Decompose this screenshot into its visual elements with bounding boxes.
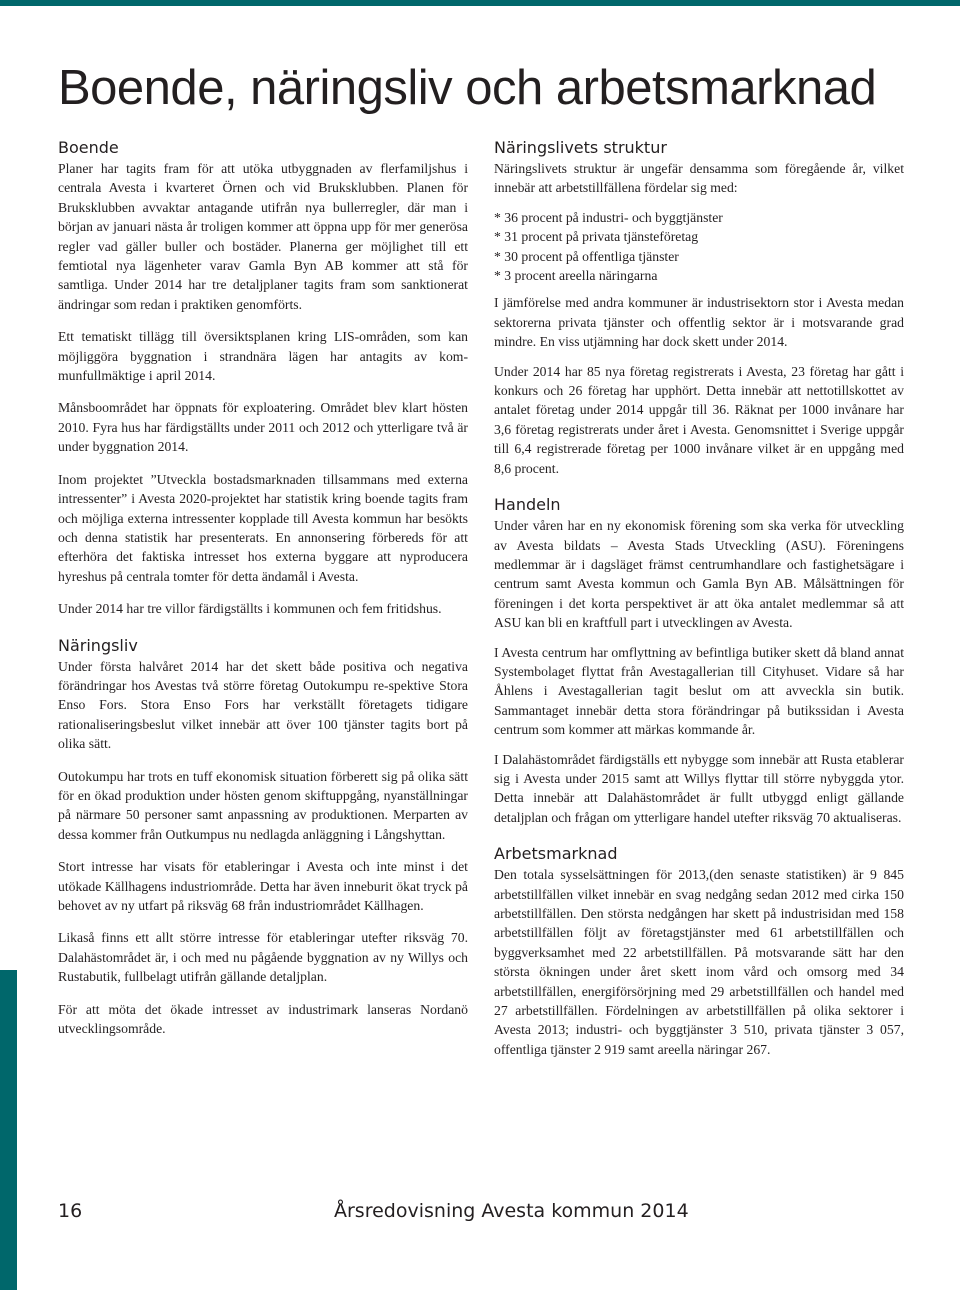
- page-number: 16: [58, 1200, 83, 1222]
- paragraph: Outokumpu har trots en tuff ekonomisk situation förberett sig på olika sätt för en ökad produktion under hösten genom skiftuppgång, nyanställningar på närmare 50 personer samt anpassning av produktionen. Merparten av dessa kommer från Outkumpus nu nedlagda anläggning i Långshyttan.: [58, 768, 468, 842]
- list-item: * 3 procent areella näringarna: [494, 268, 658, 284]
- report-title: Årsredovisning Avesta kommun 2014: [334, 1200, 689, 1222]
- paragraph: Planer har tagits fram för att utöka utbyggnaden av flerfamiljshus i centrala Avesta i kvarteret Örnen och vid Bruksklubben. Planen för Bruksklubben avvaktar antagande utifrån nya bullerregler, där man i början av januari nästa år troligen kommer att öppna upp för mer generösa regler vad gäller buller och bostäder. Planerna ger möjlighet till ett femtiotal nya lägenheter varav Gamla Byn AB kommer att stå för samtliga. Under 2014 har tre detaljplaner tagits fram som sanktionerat ändringar som redan i praktiken genomförts.: [58, 161, 468, 312]
- paragraph: Ett tematiskt tillägg till översiktsplanen kring LIS-områden, som kan möjliggöra byggnation i strandnära lägen har antagits av kommunfullmäktige i april 2014.: [58, 329, 468, 384]
- side-accent-tab: [0, 970, 17, 1290]
- paragraph: I Avesta centrum har omflyttning av befintliga butiker skett då bland annat Systembolaget flyttat från Avestagallerian till Cityhuset. Vidare så har Åhlens i Avestagallerian tagit beslut om att avveckla sin butik. Sammantaget innebär detta stora förändringar på butikssidan i Avesta centrum som kommer att märkas kommande år.: [494, 644, 904, 738]
- section-boende: [58, 137, 468, 619]
- paragraph: Under 2014 har 85 nya företag registrerats i Avesta, 23 företag har gått i konkurs och 26 företag har upphört. Detta innebär att nettotillskottet av antalet företag under 2014 uppgår till 36. Räknat per 1000 invånare har 3,6 företag registrerats under året i Avesta. Genomsnittet i Sverige uppgår till 6,4 registrerade företag per 1000 invånare vilket är en uppgång med 8,6 procent.: [494, 363, 904, 476]
- paragraph: Näringslivets struktur är ungefär densamma som föregående år, vilket innebär att arbetstillfällena fördelar sig med:: [494, 161, 904, 196]
- list-item: * 36 procent på industri- och byggtjänster: [494, 209, 723, 225]
- list-item: * 31 procent på privata tjänsteföretag: [494, 229, 699, 245]
- paragraph: I Dalahästområdet färdigställs ett nybygge som innebär att Rusta etablerar sig i Avesta under 2015 samt att Willys flyttar till större nybyggda ytor. Detta innebär att Dalahästområdet är fullt utbyggd enligt gällande detaljplan och frågan om ytterligare handel utefter riksväg 70 aktualiseras.: [494, 751, 904, 825]
- paragraph: Stort intresse har visats för etableringar i Avesta och inte minst i det utökade Källhagens industriområde. Detta har även inneburit ökat tryck på behovet av ny utfart på riksväg 68 från industriområdet Källhagen.: [58, 859, 468, 913]
- paragraph: Den totala sysselsättningen för 2013,(den senaste statistiken) är 9 845 arbetstillfällen vilket innebär en svag nedgång sedan 2012 med cirka 150 arbetstillfällen. Den största nedgången har skett på industrisidan med 158 arbetstillfällen följt av företagstjänster med 61 arbetstillfällen och byggverksamhet med 22 arbetstillfällen. På motsvarande sätt har den största ökningen under året skett inom vård och omsorg med 34 arbetstillfällen, energiförsörjning med 29 arbetstillfällen och handel med 27 arbetstillfällen. Fördelningen av arbetstillfällen på olika sektorer i Avesta 2013; industri- och byggtjänster 3 510, privata tjänster 3 057, offentliga tjänster 2 919 samt areella näringar 267.: [494, 867, 904, 1057]
- heading-naringsliv: Näringsliv: [58, 635, 138, 655]
- paragraph: För att möta det ökade intresset av industrimark lanseras Nordanö utvecklingsområde.: [58, 1001, 468, 1037]
- section-arbetsmarknad: [494, 843, 904, 1059]
- heading-boende: Boende: [58, 138, 119, 157]
- paragraph: Inom projektet ”Utveckla bostadsmarknaden tillsammans med externa intressenter” i Avesta 2020-projektet har statistik kring boende tagits fram och möjliga externa intressenter kopplade till Avesta kommun har besökts och denna statistik har presenterats. En annonsering förbereds för att efterhöra det faktiska intresset hos externa byggare att nyproducera hyreshus på centrala tomter för detta ändamål i Avesta.: [58, 471, 468, 584]
- heading-handeln: Handeln: [494, 495, 561, 515]
- section-naringsliv: [58, 635, 468, 1039]
- sector-list: [494, 208, 904, 286]
- section-naringslivets-struktur: [494, 137, 904, 478]
- list-item: * 30 procent på offentliga tjänster: [494, 248, 679, 264]
- paragraph: Under 2014 har tre villor färdigställts i kommunen och fem fritidshus.: [58, 601, 442, 617]
- paragraph: I jämförelse med andra kommuner är industrisektorn stor i Avesta medan sektorerna privata tjänster och offentlig sektor är i motsvarande grad mindre. En viss utjämning har dock skett under 2014.: [494, 295, 904, 350]
- page-title: Boende, näringsliv och arbetsmarknad: [58, 61, 877, 115]
- paragraph: Likaså finns ett allt större intresse för etableringar utefter riksväg 70. Dalahästområdet är, i och med nu pågående byggnation av ny Willys och Rustabutik, fullbelagt utifrån gällande detaljplan.: [58, 930, 468, 985]
- paragraph: Månsboområdet har öppnats för exploatering. Området blev klart hösten 2010. Fyra hus har färdigställts under 2011 och 2012 och ytterligare två är under byggnation 2014.: [58, 400, 468, 455]
- left-column: [58, 137, 468, 1051]
- paragraph: Under våren har en ny ekonomisk förening som ska verka för utveckling av Avesta bildats – Avesta Stads Utveckling (ASU). Föreningens medlemmar är i dagsläget främst centrumhandlare och fastighetsägare i centrum samt Avesta kommun och Gamla Byn AB. Målsättningen för föreningen i det korta perspektivet är att öka antalet medlemmar så att ASU kan bli en kraftfull part i utvecklingen av Avesta.: [494, 518, 904, 631]
- heading-naringslivets-struktur: Näringslivets struktur: [494, 138, 667, 157]
- heading-arbetsmarknad: Arbetsmarknad: [494, 844, 618, 864]
- top-accent-bar: [0, 0, 960, 6]
- section-handeln: [494, 494, 904, 827]
- paragraph: Under första halvåret 2014 har det skett både positiva och negativa förändringar hos Avestas två större företag Outokumpu re-spektive Stora Enso Fors. Stora Enso Fors har verkställt företagets tidigare rationaliseringsbeslut vilket innebär att över 100 tjänster tagits bort på olika sätt.: [58, 658, 468, 752]
- right-column: [494, 137, 904, 1069]
